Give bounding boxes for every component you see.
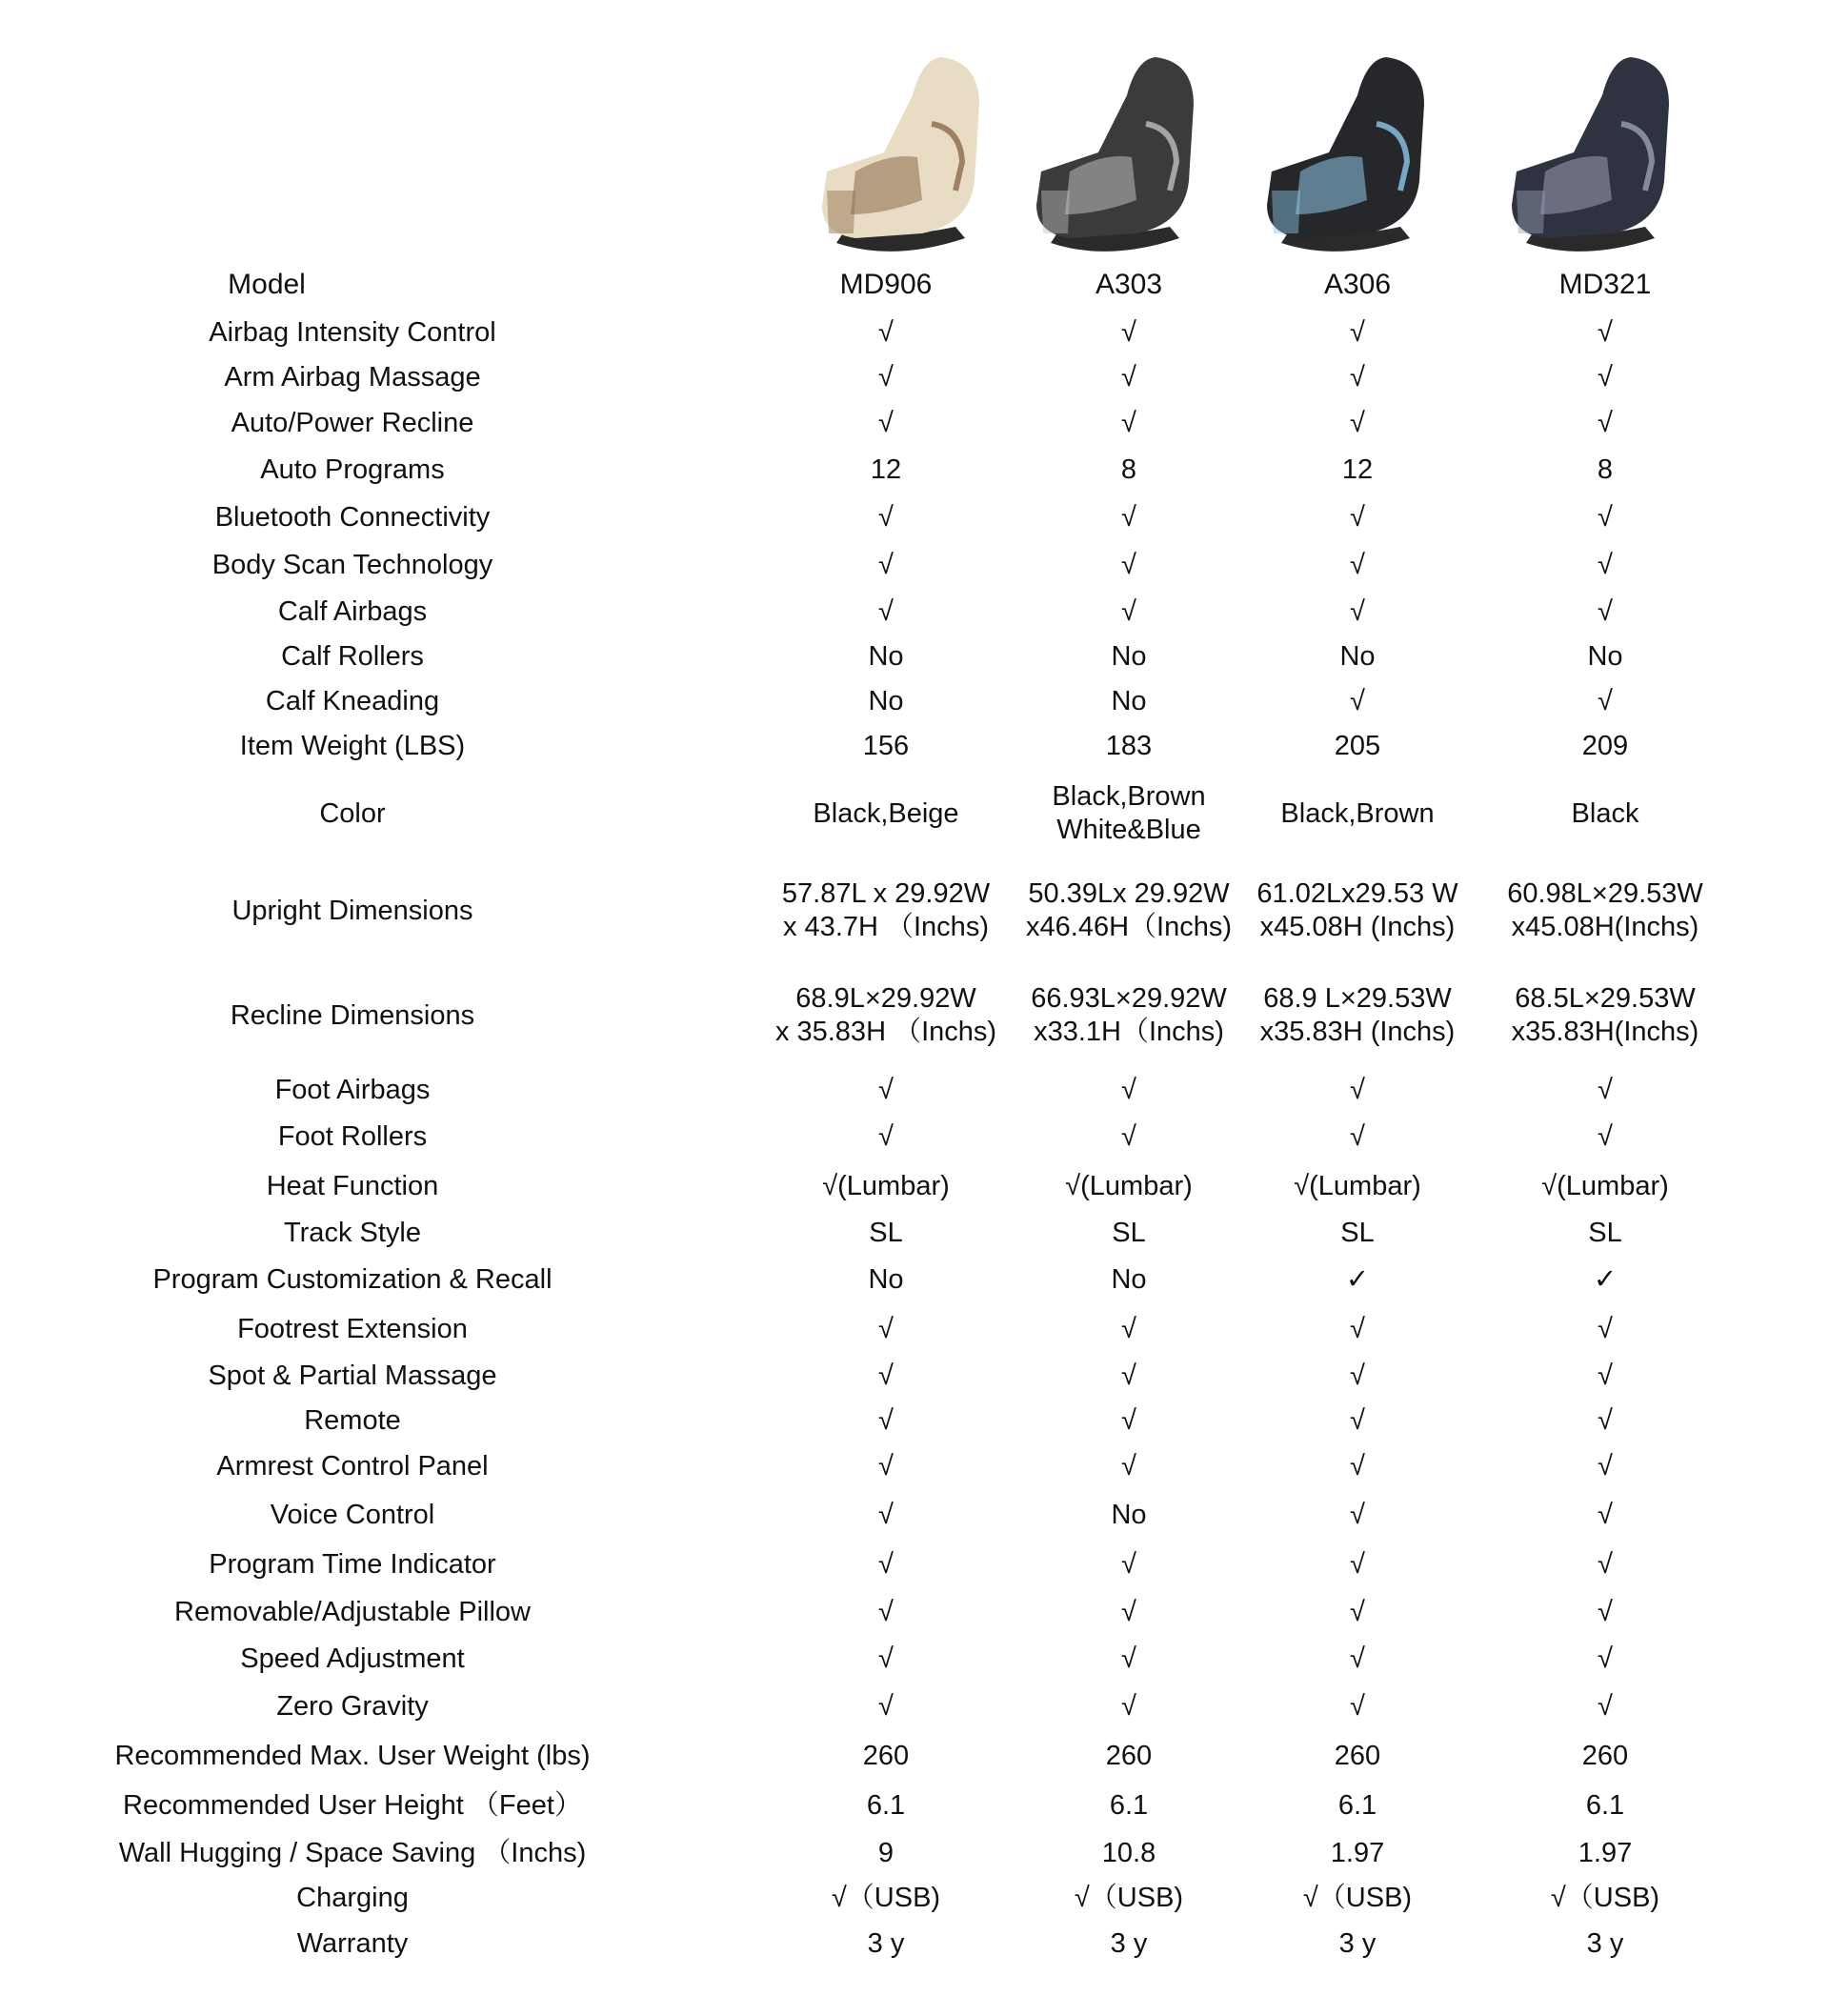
row-value-a306: √ [1350, 1548, 1365, 1580]
row-value-md321: √ [1598, 1548, 1613, 1580]
table-row [0, 1589, 1829, 1636]
row-value-a306: √(Lumbar) [1294, 1170, 1421, 1201]
row-value-a306: √ [1350, 595, 1365, 627]
table-row [0, 1636, 1829, 1682]
row-value-md321: √（USB) [1550, 1882, 1660, 1913]
row-value-md321: 3 y [1586, 1927, 1624, 1959]
row-label: Airbag Intensity Control [209, 317, 496, 348]
row-value-md321: Black [1571, 797, 1639, 829]
row-value-md321: 60.98L×29.53W x45.08H(Inchs) [1507, 878, 1703, 942]
row-value-md906: No [868, 1263, 904, 1295]
row-label: Remote [304, 1404, 401, 1436]
row-value-a306: √ [1350, 549, 1365, 580]
row-value-a306: ✓ [1345, 1263, 1370, 1295]
row-value-a303: √ [1121, 1120, 1136, 1152]
row-value-md321: 1.97 [1578, 1837, 1633, 1868]
row-value-a303: No [1111, 641, 1147, 672]
row-value-md906: Black,Beige [813, 797, 959, 829]
row-value-a303: √(Lumbar) [1065, 1170, 1193, 1201]
row-value-a306: √ [1350, 1690, 1365, 1722]
row-value-a303: √（USB) [1074, 1882, 1184, 1913]
row-label: Track Style [284, 1217, 421, 1248]
row-value-a306: 12 [1341, 454, 1374, 485]
row-value-md321: √ [1598, 501, 1613, 533]
row-value-a303: √ [1121, 1360, 1136, 1391]
row-value-md321: 6.1 [1585, 1789, 1625, 1821]
row-value-a306: √ [1350, 1597, 1365, 1627]
table-row [0, 1442, 1829, 1490]
table-row [0, 1781, 1829, 1830]
model-name-a306: A306 [1323, 268, 1392, 300]
row-value-a303: 66.93L×29.92W x33.1H（Inchs) [1031, 983, 1227, 1047]
row-value-md906: 3 y [867, 1927, 905, 1959]
row-value-a303: √ [1121, 407, 1136, 438]
row-value-md906: √ [878, 595, 894, 627]
model-header-row [0, 257, 1829, 311]
row-value-a303: 3 y [1110, 1927, 1148, 1959]
row-label: Body Scan Technology [211, 549, 493, 580]
row-value-a306: √ [1350, 1643, 1365, 1674]
table-row [0, 446, 1829, 494]
row-label: Speed Adjustment [240, 1643, 465, 1674]
table-row [0, 858, 1829, 963]
row-value-md321: SL [1588, 1217, 1622, 1248]
row-label: Calf Airbags [277, 595, 428, 627]
row-value-md906: √ [878, 1450, 894, 1482]
row-value-a303: √ [1121, 1313, 1136, 1344]
row-value-a306: 61.02Lx29.53 W x45.08H (Inchs) [1256, 878, 1458, 942]
row-value-a303: No [1111, 686, 1147, 716]
table-row [0, 724, 1829, 769]
model-name-a303: A303 [1095, 268, 1163, 300]
row-value-a303: √ [1121, 1075, 1136, 1105]
row-value-a306: 205 [1334, 731, 1381, 761]
row-value-md906: SL [869, 1217, 903, 1248]
row-value-a303: √ [1121, 1404, 1136, 1436]
chair-leg-shape [1272, 191, 1300, 233]
row-value-a306: √ [1350, 1450, 1365, 1482]
table-row [0, 1731, 1829, 1781]
row-label: Upright Dimensions [231, 895, 473, 926]
table-row [0, 541, 1829, 589]
row-value-a303: 50.39Lx 29.92W x46.46H（Inchs) [1026, 878, 1232, 942]
row-value-a306: √ [1350, 317, 1365, 348]
row-value-a303: SL [1112, 1217, 1146, 1248]
table-row [0, 635, 1829, 679]
row-value-md906: 6.1 [866, 1789, 906, 1821]
row-value-md321: √ [1598, 1597, 1613, 1627]
row-value-a306: √ [1350, 1499, 1365, 1530]
spec-table [0, 311, 1829, 1967]
model-header-label: Model [228, 268, 306, 300]
row-label: Auto/Power Recline [231, 407, 474, 438]
table-row [0, 1830, 1829, 1876]
row-value-md321: √ [1598, 1690, 1613, 1722]
row-value-md321: √ [1598, 407, 1613, 438]
row-value-a303: √ [1121, 317, 1136, 348]
row-value-md906: √ [878, 549, 894, 580]
model-name-md321: MD321 [1558, 268, 1652, 300]
chair-leg-shape [1517, 191, 1545, 233]
row-label: Arm Airbag Massage [224, 362, 481, 393]
row-value-md906: √ [878, 1597, 894, 1627]
row-value-a306: √ [1350, 1120, 1365, 1152]
row-value-a303: √ [1121, 595, 1136, 627]
row-label: Item Weight (LBS) [239, 731, 466, 761]
row-value-md321: √ [1598, 1450, 1613, 1482]
row-value-a303: Black,Brown White&Blue [1052, 781, 1206, 845]
row-label: Calf Kneading [265, 686, 440, 716]
row-value-md906: 156 [862, 731, 910, 761]
row-value-a303: √ [1121, 1597, 1136, 1627]
table-row [0, 1353, 1829, 1399]
row-value-md321: √ [1598, 362, 1613, 393]
row-value-md321: 8 [1597, 454, 1614, 485]
row-label: Wall Hugging / Space Saving （Inchs) [118, 1837, 587, 1868]
row-value-md906: 57.87L x 29.92W x 43.7H （Inchs) [781, 878, 991, 942]
row-value-a303: √ [1121, 1548, 1136, 1580]
row-label: Calf Rollers [281, 641, 424, 672]
row-value-a306: √ [1350, 501, 1365, 533]
row-label: Auto Programs [260, 454, 445, 485]
row-value-md906: √ [878, 1499, 894, 1530]
row-label: Spot & Partial Massage [208, 1360, 497, 1391]
row-value-a303: √ [1121, 549, 1136, 580]
row-value-a306: 3 y [1338, 1927, 1377, 1959]
row-value-a303: 183 [1105, 731, 1153, 761]
table-row [0, 311, 1829, 355]
row-value-md906: 12 [870, 454, 902, 485]
row-value-md321: √ [1598, 1120, 1613, 1152]
row-label: Warranty [296, 1927, 409, 1959]
row-value-a303: 6.1 [1109, 1789, 1149, 1821]
row-label: Program Time Indicator [209, 1548, 496, 1580]
row-value-md321: ✓ [1593, 1263, 1618, 1295]
row-label: Armrest Control Panel [216, 1450, 489, 1482]
row-value-a306: 6.1 [1337, 1789, 1377, 1821]
row-value-md906: √ [878, 1120, 894, 1152]
table-row [0, 1399, 1829, 1442]
row-value-md906: √ [878, 1643, 894, 1674]
table-row [0, 1876, 1829, 1920]
row-value-a306: √ [1350, 407, 1365, 438]
model-name-md906: MD906 [839, 268, 933, 300]
row-value-a303: No [1111, 1263, 1147, 1295]
row-value-md321: √ [1598, 1499, 1613, 1530]
row-label: Bluetooth Connectivity [214, 501, 491, 533]
row-value-md906: √ [878, 407, 894, 438]
table-row [0, 355, 1829, 400]
row-value-md321: √ [1598, 317, 1613, 348]
row-value-md906: √（USB) [831, 1882, 941, 1913]
row-value-md321: 209 [1581, 731, 1629, 761]
row-value-md321: √ [1598, 1404, 1613, 1436]
row-value-a306: SL [1340, 1217, 1375, 1248]
row-value-md906: √ [878, 1404, 894, 1436]
row-value-a306: Black,Brown [1280, 797, 1435, 829]
table-row [0, 1490, 1829, 1540]
row-label: Program Customization & Recall [152, 1263, 553, 1295]
row-value-a303: 8 [1120, 454, 1137, 485]
chair-leg-shape [827, 191, 855, 233]
row-value-md321: √ [1598, 549, 1613, 580]
row-label: Recline Dimensions [230, 999, 475, 1031]
row-label: Color [319, 797, 386, 829]
row-value-a303: No [1111, 1499, 1147, 1530]
table-row [0, 589, 1829, 635]
table-row [0, 1113, 1829, 1160]
row-label: Foot Airbags [274, 1075, 431, 1105]
chair-image-a303 [1013, 38, 1203, 257]
row-value-md906: 68.9L×29.92W x 35.83H （Inchs) [774, 983, 997, 1047]
row-value-md321: 68.5L×29.53W x35.83H(Inchs) [1511, 983, 1699, 1047]
row-value-a303: √ [1121, 1450, 1136, 1482]
row-value-md321: √ [1598, 1313, 1613, 1344]
table-row [0, 1068, 1829, 1113]
table-row [0, 1682, 1829, 1731]
row-value-md906: √ [878, 501, 894, 533]
row-value-a306: √ [1350, 1404, 1365, 1436]
chair-leg-shape [1041, 191, 1070, 233]
table-row [0, 494, 1829, 541]
row-label: Removable/Adjustable Pillow [174, 1597, 531, 1627]
row-value-md321: √ [1598, 686, 1613, 716]
row-value-a306: √ [1350, 1313, 1365, 1344]
table-row [0, 963, 1829, 1068]
row-value-md321: 260 [1581, 1740, 1629, 1771]
row-label: Recommended Max. User Weight (lbs) [114, 1740, 591, 1771]
row-value-a306: 1.97 [1330, 1837, 1385, 1868]
row-value-md906: No [868, 686, 904, 716]
row-value-a306: 68.9 L×29.53W x35.83H (Inchs) [1259, 983, 1456, 1047]
row-value-md321: √ [1598, 1643, 1613, 1674]
table-row [0, 679, 1829, 724]
row-value-a303: 260 [1105, 1740, 1153, 1771]
row-label: Zero Gravity [276, 1690, 429, 1722]
row-value-a303: 10.8 [1101, 1837, 1156, 1868]
row-value-a306: √ [1350, 686, 1365, 716]
row-value-a306: √ [1350, 1360, 1365, 1391]
row-label: Footrest Extension [237, 1313, 468, 1344]
table-row [0, 1920, 1829, 1967]
row-value-md321: √ [1598, 1075, 1613, 1105]
table-row [0, 1305, 1829, 1353]
table-row [0, 1212, 1829, 1254]
row-value-md906: √ [878, 1075, 894, 1105]
chair-image-a306 [1243, 38, 1434, 257]
row-value-md906: √ [878, 317, 894, 348]
row-value-md906: 260 [862, 1740, 910, 1771]
row-value-md906: √ [878, 1313, 894, 1344]
row-value-a303: √ [1121, 1643, 1136, 1674]
row-value-md906: √ [878, 1690, 894, 1722]
row-label: Recommended User Height （Feet） [123, 1789, 582, 1821]
table-row [0, 769, 1829, 858]
row-value-a306: No [1339, 641, 1376, 672]
table-row [0, 1540, 1829, 1589]
row-value-md906: √ [878, 362, 894, 393]
row-value-md321: √ [1598, 595, 1613, 627]
row-value-a303: √ [1121, 501, 1136, 533]
row-value-a306: √（USB) [1302, 1882, 1413, 1913]
row-value-md321: √(Lumbar) [1541, 1170, 1669, 1201]
row-value-md906: √ [878, 1548, 894, 1580]
chair-image-md321 [1488, 38, 1678, 257]
row-value-a303: √ [1121, 1690, 1136, 1722]
row-value-a303: √ [1121, 362, 1136, 393]
row-value-md906: √ [878, 1360, 894, 1391]
row-value-md321: √ [1598, 1360, 1613, 1391]
table-row [0, 400, 1829, 446]
table-row [0, 1160, 1829, 1212]
row-value-md906: No [868, 641, 904, 672]
row-label: Voice Control [270, 1499, 435, 1530]
row-label: Foot Rollers [277, 1120, 428, 1152]
row-label: Charging [296, 1882, 409, 1913]
row-value-a306: √ [1350, 362, 1365, 393]
row-value-md906: 9 [877, 1837, 894, 1868]
chair-image-md906 [798, 38, 989, 257]
row-value-a306: √ [1350, 1075, 1365, 1105]
table-row [0, 1254, 1829, 1305]
row-label: Heat Function [266, 1170, 439, 1201]
row-value-md906: √(Lumbar) [822, 1170, 950, 1201]
row-value-md321: No [1587, 641, 1623, 672]
row-value-a306: 260 [1334, 1740, 1381, 1771]
